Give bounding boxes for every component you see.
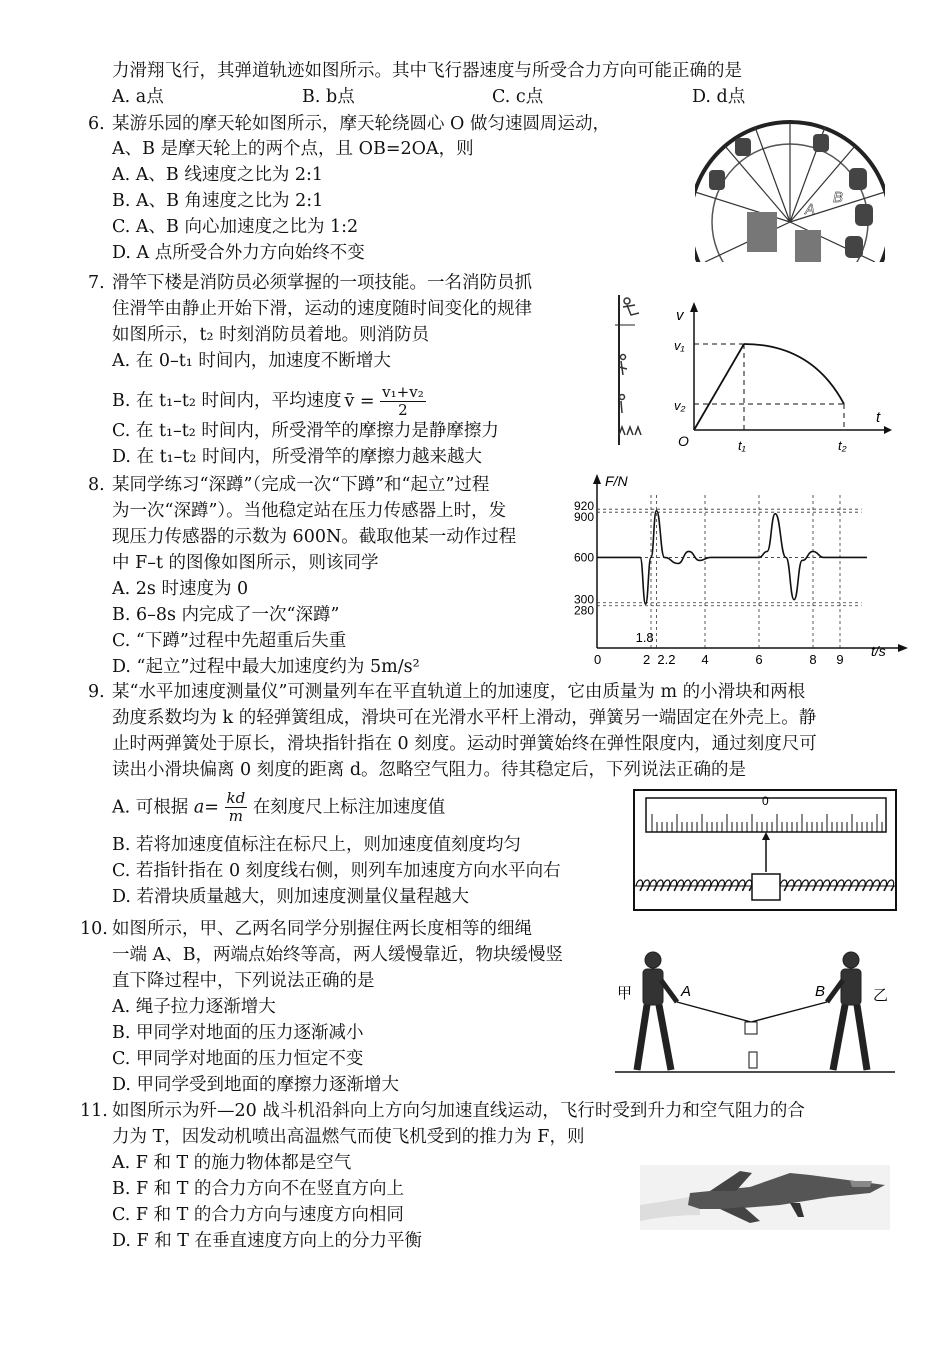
- q9-stem-line2: 劲度系数均为 k 的轻弹簧组成，滑块可在光滑水平杆上滑动，弹簧另一端固定在外壳上。静: [112, 708, 817, 728]
- x-axis-label: t: [876, 409, 881, 426]
- q6-stem-line1: 某游乐园的摩天轮如图所示，摩天轮绕圆心 O 做匀速圆周运动，: [112, 114, 610, 134]
- q8-ft-chart: [565, 470, 910, 670]
- q7-option-c: C. 在 t₁–t₂ 时间内，所受滑竿的摩擦力是静摩擦力: [112, 421, 499, 441]
- q11-number: 11.: [80, 1101, 108, 1121]
- q9-stem-line4: 读出小滑块偏离 0 刻度的距离 d。忽略空气阻力。待其稳定后，下列说法正确的是: [112, 760, 747, 780]
- force-curve: [597, 511, 867, 605]
- q5-stem: 力滑翔飞行，其弹道轨迹如图所示。其中飞行器速度与所受合力方向可能正确的是: [112, 61, 742, 81]
- x-tick-label: 2: [643, 652, 651, 667]
- q11-option-d: D. F 和 T 在垂直速度方向上的分力平衡: [112, 1231, 423, 1251]
- vt-line-accelerate: [694, 344, 744, 430]
- y-tick-v1: v₁: [674, 338, 685, 353]
- y-tick-label: 600: [573, 550, 594, 565]
- student-yi: [827, 952, 867, 1070]
- q9-option-d: D. 若滑块质量越大，则加速度测量仪量程越大: [112, 887, 470, 907]
- point-a-label: A: [805, 201, 816, 218]
- formula-lhs: a=: [193, 797, 219, 818]
- q6-option-d: D. A 点所受合外力方向始终不变: [112, 243, 365, 263]
- q11-option-a: A. F 和 T 的施力物体都是空气: [112, 1153, 352, 1173]
- ruler-zero-label: 0: [762, 794, 769, 808]
- rope-end-a-label: A: [681, 983, 692, 1000]
- q7-option-b-text: B. 在 t₁–t₂ 时间内，平均速度: [112, 391, 342, 411]
- q6-option-c: C. A、B 向心加速度之比为 1:2: [112, 217, 359, 237]
- q6-stem-line2: A、B 是摩天轮上的两个点，且 OB=2OA，则: [112, 139, 474, 159]
- left-spring: [636, 880, 752, 891]
- q9-option-c: C. 若指针指在 0 刻度线右侧，则列车加速度方向水平向右: [112, 861, 561, 881]
- q9-option-a-suffix: 在刻度尺上标注加速度值: [252, 797, 446, 818]
- formula-numerator: kd: [226, 789, 246, 807]
- student-yi-label: 乙: [873, 987, 889, 1004]
- student-jia: [637, 952, 677, 1070]
- q10-stem-line1: 如图所示，甲、乙两名同学分别握住两长度相等的细绳: [112, 919, 532, 939]
- q10-stem-line3: 直下降过程中，下列说法正确的是: [112, 971, 375, 991]
- y-tick-v2: v₂: [674, 398, 686, 413]
- x-tick-label: 4: [701, 652, 709, 667]
- y-tick-label: 920: [573, 499, 594, 514]
- q8-option-d: D. “起立”过程中最大加速度约为 5m/s²: [112, 657, 420, 677]
- x-axis-label: t/s: [871, 643, 886, 659]
- q6-number: 6.: [88, 114, 105, 134]
- point-b-label: B: [833, 189, 844, 206]
- x-tick-label: 1.8: [635, 630, 654, 645]
- q7-vt-chart: [672, 300, 892, 460]
- q9-option-a-prefix: A. 可根据: [112, 797, 189, 818]
- q7-stem-line1: 滑竿下楼是消防员必须掌握的一项技能。一名消防员抓: [112, 273, 532, 293]
- q11-stem-line1: 如图所示为歼—20 战斗机沿斜向上方向匀加速直线运动，飞行时受到升力和空气阻力的合: [112, 1101, 805, 1121]
- hanging-block: [745, 1022, 757, 1034]
- formula-lhs: v̄ =: [344, 391, 375, 412]
- rope-end-b-label: B: [815, 983, 826, 1000]
- q10-option-a: A. 绳子拉力逐渐增大: [112, 997, 276, 1017]
- q7-stem-line2: 住滑竿由静止开始下滑，运动的速度随时间变化的规律: [112, 299, 532, 319]
- ferris-wheel-figure: [695, 112, 885, 262]
- q6-option-a: A. A、B 线速度之比为 2:1: [112, 165, 324, 185]
- q5-option-a: A. a点: [112, 87, 164, 107]
- rope: [677, 1002, 827, 1022]
- q11-option-b: B. F 和 T 的合力方向不在竖直方向上: [112, 1179, 404, 1199]
- slider-block: [752, 874, 780, 900]
- q7-number: 7.: [88, 273, 105, 293]
- q8-stem-line3: 现压力传感器的示数为 600N。截取他某一动作过程: [112, 527, 517, 547]
- right-spring: [780, 880, 894, 891]
- y-axis-label: v: [676, 307, 684, 324]
- q8-number: 8.: [88, 475, 105, 495]
- q9-stem-line3: 止时两弹簧处于原长，滑块指针指在 0 刻度。运动时弹簧始终在弹性限度内，通过刻度尺可: [112, 734, 817, 754]
- x-tick-label: 6: [755, 652, 763, 667]
- formula-denominator: 2: [398, 401, 408, 419]
- y-tick-label: 900: [573, 510, 594, 525]
- q11-stem-line2: 力为 T，因发动机喷出高温燃气而使飞机受到的推力为 F，则: [112, 1127, 585, 1147]
- q7-option-d: D. 在 t₁–t₂ 时间内，所受滑竿的摩擦力越来越大: [112, 447, 483, 467]
- y-axis-label: F/N: [605, 473, 628, 489]
- accelerometer-figure: [632, 788, 900, 913]
- q5-option-d: D. d点: [692, 87, 746, 107]
- q10-option-b: B. 甲同学对地面的压力逐渐减小: [112, 1023, 364, 1043]
- formula-numerator: v₁+v₂: [382, 383, 424, 401]
- q9-stem-line1: 某“水平加速度测量仪”可测量列车在平直轨道上的加速度，它由质量为 m 的小滑块和两根: [112, 682, 806, 702]
- x-tick-t1: t₁: [738, 438, 746, 453]
- rope-pull-figure: [615, 940, 895, 1090]
- q7-option-b: [112, 384, 426, 419]
- x-tick-origin: O: [678, 433, 689, 449]
- q6-option-b: B. A、B 角速度之比为 2:1: [112, 191, 324, 211]
- q11-option-c: C. F 和 T 的合力方向与速度方向相同: [112, 1205, 404, 1225]
- q8-stem-line1: 某同学练习“深蹲”（完成一次“下蹲”和“起立”过程: [112, 475, 490, 495]
- q8-stem-line2: 为一次“深蹲”）。当他稳定站在压力传感器上时，发: [112, 501, 507, 521]
- x-tick-label: 0: [594, 652, 602, 667]
- x-tick-label: 9: [836, 652, 844, 667]
- q10-option-d: D. 甲同学受到地面的摩擦力逐渐增大: [112, 1075, 400, 1095]
- q10-number: 10.: [80, 919, 108, 939]
- student-jia-label: 甲: [617, 985, 633, 1002]
- q8-stem-line4: 中 F–t 的图像如图所示，则该同学: [112, 553, 379, 573]
- vt-curve-decelerate: [744, 344, 844, 404]
- q10-option-c: C. 甲同学对地面的压力恒定不变: [112, 1049, 364, 1069]
- q9-option-a: [112, 790, 445, 825]
- q10-stem-line2: 一端 A、B，两端点始终等高，两人缓慢靠近，物块缓慢竖: [112, 945, 564, 965]
- x-tick-label: 2.2: [657, 652, 676, 667]
- q7-stem-line3: 如图所示，t₂ 时刻消防员着地。则消防员: [112, 325, 430, 345]
- x-tick-label: 8: [809, 652, 817, 667]
- q7-option-b-formula: [344, 384, 425, 419]
- formula-denominator: m: [228, 807, 243, 825]
- q7-option-a: A. 在 0–t₁ 时间内，加速度不断增大: [112, 351, 391, 371]
- q9-option-b: B. 若将加速度值标注在标尺上，则加速度值刻度均匀: [112, 835, 521, 855]
- q8-option-c: C. “下蹲”过程中先超重后失重: [112, 631, 347, 651]
- fighter-jet-figure: [640, 1165, 890, 1230]
- q9-option-a-formula: [194, 790, 247, 825]
- q8-option-b: B. 6–8s 内完成了一次“深蹲”: [112, 605, 340, 625]
- y-tick-label: 300: [573, 592, 594, 607]
- q5-option-c: C. c点: [492, 87, 544, 107]
- y-tick-label: 280: [573, 603, 594, 618]
- q9-number: 9.: [88, 682, 105, 702]
- x-tick-t2: t₂: [838, 438, 847, 453]
- q5-option-b: B. b点: [302, 87, 355, 107]
- firefighter-pole-figure: [605, 285, 665, 450]
- q8-option-a: A. 2s 时速度为 0: [112, 579, 249, 599]
